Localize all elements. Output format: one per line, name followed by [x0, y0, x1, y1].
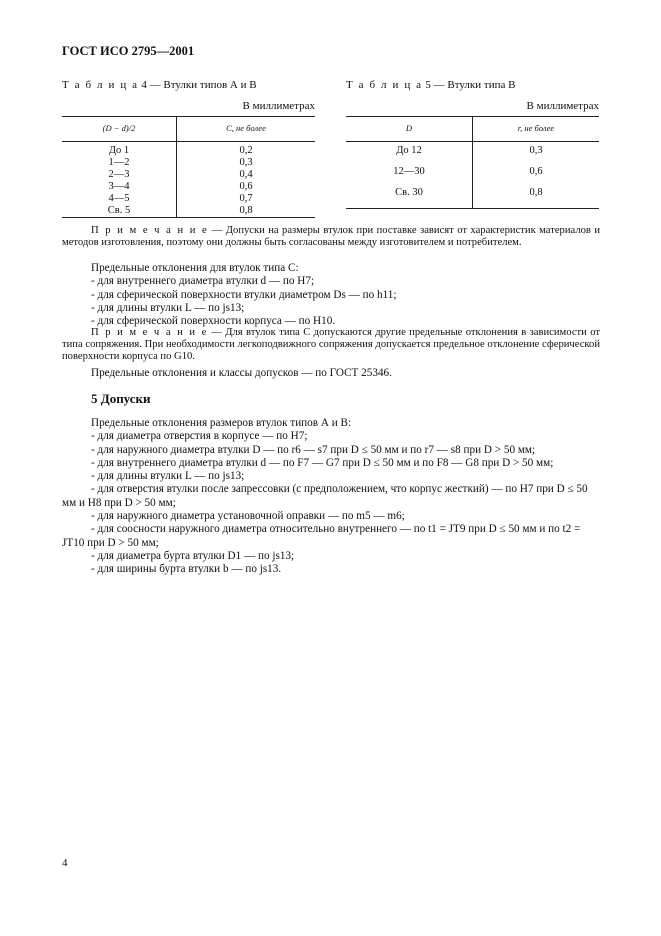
section5-intro: Предельные отклонения размеров втулок типов А и В: [91, 417, 352, 429]
table5-caption-text: 5 — Втулки типа В [422, 79, 516, 91]
section5-title: 5 Допуски [91, 391, 151, 406]
table-cell-value: 0,2 [177, 142, 316, 158]
table-cell-size: 2—3 [108, 169, 130, 181]
table-cell-size: До 1 [108, 145, 130, 156]
table-cell-value: 0,3 [177, 157, 316, 169]
table-row [346, 187, 599, 209]
table-row [346, 142, 599, 167]
section5-list [62, 430, 600, 576]
table5-caption-prefix: Т а б л и ц а [346, 79, 423, 91]
table-cell-size: 3—4 [108, 181, 130, 193]
table4 [62, 116, 315, 218]
note-text: — Допуски на размеры втулок при поставке зависят от характеристик материалов и методов изготовления, поэтому они должны быть согласованы между изготовителем и потребителем. [62, 225, 600, 249]
document-header: ГОСТ ИСО 2795—2001 [62, 44, 195, 58]
note-prefix: П р и м е ч а н и е [91, 225, 209, 236]
note2-prefix: П р и м е ч а н и е [91, 327, 208, 338]
section5-block [62, 417, 600, 577]
table4-header-col1: (D − d)/2 [62, 117, 177, 142]
table-row [62, 169, 315, 181]
note2-text: — Для втулок типа С допускаются другие предельные отклонения в зависимости от типа сопряжения. При необходимости легкоподвижного сопряжения допускается предельное отклонение сферической поверхности корпуса по G10. [62, 327, 600, 363]
list-item: - для наружного диаметра установочной оправки — по m5 — m6; [91, 510, 405, 523]
typeC-list [62, 275, 600, 328]
list-item: - для диаметра отверстия в корпусе — по Н7; [91, 430, 308, 443]
typeC-intro: Предельные отклонения для втулок типа С: [91, 262, 299, 274]
list-item: - для сферической поверхности корпуса — по Н10. [91, 315, 336, 328]
table4-header-col2: С, не более [177, 117, 316, 142]
table5-header-col2: r, не более [473, 117, 600, 142]
table-cell-value: 0,7 [177, 193, 316, 205]
table-cell-value: 0,4 [177, 169, 316, 181]
table-cell-size: 4—5 [108, 193, 130, 205]
table4-caption-text: 4 — Втулки типов А и В [138, 79, 257, 91]
table-cell-size: 12—30 [393, 166, 425, 177]
list-item: - для наружного диаметра втулки D — по r6 — s7 при D ≤ 50 мм и по r7 — s8 при D > 50 мм; [91, 443, 536, 456]
table-cell-size: 1—2 [108, 157, 130, 169]
table-cell-size: Св. 5 [62, 205, 177, 218]
table4-units: В миллиметрах [242, 100, 315, 112]
note-tolerances [62, 225, 600, 249]
list-item: - для отверстия втулки после запрессовки (с предположением, что корпус жесткий) — по Н7 при D ≤ 50 мм и Н8 при D > 50 мм; [62, 483, 588, 509]
table5-caption [346, 79, 515, 92]
table4-caption [62, 79, 257, 92]
page-number: 4 [62, 857, 68, 869]
table-row [62, 193, 315, 205]
list-item: - для внутреннего диаметра втулки d — по F7 — G7 при D ≤ 50 мм и по F8 — G8 при D > 50 мм; [91, 456, 554, 469]
table5-header-col1: D [346, 117, 473, 142]
table-row [346, 166, 599, 187]
table-cell-size: Св. 30 [346, 187, 473, 209]
table-cell-value: 0,3 [473, 142, 600, 167]
list-item: - для длины втулки L — по js13; [91, 470, 245, 483]
table5-units: В миллиметрах [526, 100, 599, 112]
table-row [62, 205, 315, 218]
table-row [62, 142, 315, 158]
table4-caption-prefix: Т а б л и ц а [62, 79, 139, 91]
table-row [62, 181, 315, 193]
table-row [62, 157, 315, 169]
list-item: - для внутреннего диаметра втулки d — по Н7; [91, 275, 315, 288]
classes-line: Предельные отклонения и классы допусков — по ГОСТ 25346. [91, 367, 392, 379]
table4-body [62, 142, 315, 218]
table-cell-value: 0,8 [473, 187, 600, 209]
list-item: - для длины втулки L — по js13; [91, 301, 245, 314]
table-cell-size: До 12 [396, 145, 422, 156]
list-item: - для соосности наружного диаметра относительно внутреннего — по t1 = JT9 при D ≤ 50 мм и по t2 = JT10 при D > 50 мм; [62, 523, 581, 549]
note-typeC [62, 327, 600, 364]
list-item: - для ширины бурта втулки b — по js13. [91, 563, 282, 576]
table-cell-value: 0,6 [473, 166, 600, 187]
table5 [346, 116, 599, 209]
table-cell-value: 0,6 [177, 181, 316, 193]
table5-body [346, 142, 599, 209]
list-item: - для диаметра бурта втулки D1 — по js13; [91, 549, 295, 562]
list-item: - для сферической поверхности втулки диаметром Ds — по h11; [91, 288, 397, 301]
table-cell-value: 0,8 [177, 205, 316, 218]
typeC-block [62, 262, 600, 328]
